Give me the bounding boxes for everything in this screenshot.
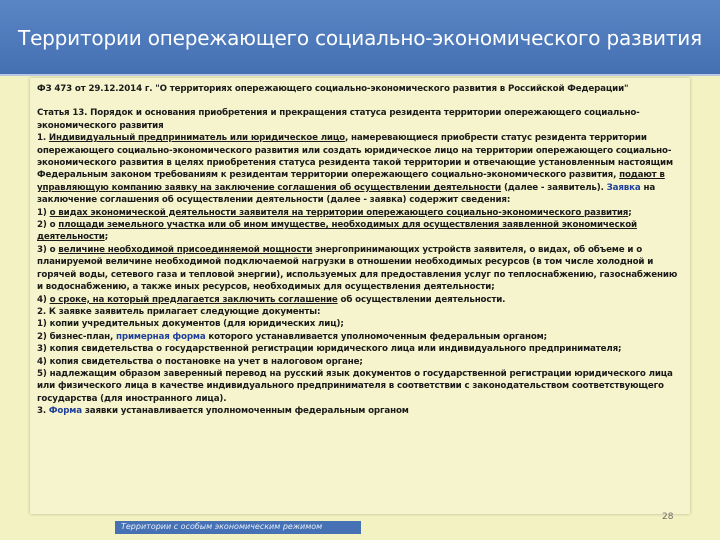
application-underlined: подают в управляющую компанию заявку на заключение соглашения об осуществлении деятельности — [37, 170, 665, 193]
article-title: Статья 13. Порядок и основания приобретения и прекращения статуса резидента территории опережающего социально-экономического развития — [37, 108, 640, 131]
item-4: 4) о сроке, на который предлагается заключить соглашение об осуществлении деятельности. — [37, 294, 506, 305]
title-bar — [0, 0, 720, 76]
document-4: 4) копия свидетельства о постановке на учет в налоговом органе; — [37, 356, 363, 367]
section-2-heading: 2. К заявке заявитель прилагает следующие документы: — [37, 306, 321, 317]
page-number: 28 — [662, 512, 674, 522]
paragraph-1: 1. Индивидуальный предприниматель или юридическое лицо, намеревающиеся приобрести статус резидента территории опережающего социально-экономического развития или создать юридическое лицо на территории опережающего социально-экономического развития в целях приобретения статуса резидента такой территории и отвечающие установленным настоящим Федеральным законом требованиям к резидентам территории опережающего социально-экономического развития, подают в управляющую компанию заявку на заключение соглашения об осуществлении деятельности (далее - заявитель). Заявка на заключение соглашения об осуществлении деятельности (далее - заявка) содержит сведения: — [37, 133, 673, 206]
form-highlight: Форма — [48, 406, 82, 417]
item-2: 2) о площади земельного участка или об ином имуществе, необходимых для осуществления заявленной экономической деятельности; — [37, 220, 637, 243]
subject-underlined: Индивидуальный предприниматель или юридическое лицо — [48, 133, 345, 144]
slide-title: Территории опережающего социально-экономического развития — [18, 26, 702, 50]
item-3: 3) о величине необходимой присоединяемой мощности энергопринимающих устройств заявителя, о видах, об объеме и о планируемой величине необходимой подключаемой нагрузки в отношении необходимых ресурсов (в том числе холодной и горячей воды, сетевого газа и тепловой энергии), используемых для предоставления услуг по теплоснабжению, газоснабжению и водоснабжению, а также иных ресурсов, необходимых для осуществления деятельности; — [37, 244, 678, 293]
footer-strip — [115, 521, 361, 534]
section-3: 3. Форма заявки устанавливается уполномоченным федеральным органом — [37, 406, 409, 417]
footer-text: Территории с особым экономическим режимом — [121, 522, 323, 531]
sample-form-highlight: примерная форма — [116, 331, 206, 342]
document-2: 2) бизнес-план, примерная форма которого устанавливается уполномоченным федеральным органом; — [37, 331, 547, 342]
document-5: 5) надлежащим образом заверенный перевод на русский язык документов о государственной регистрации юридического лица или физического лица в качестве индивидуального предпринимателя в соответствии с законодательством соответствующего государства (для иностранного лица). — [37, 368, 673, 404]
item-1: 1) о видах экономической деятельности заявителя на территории опережающего социально-экономического развития; — [37, 207, 632, 218]
law-intro: ФЗ 473 от 29.12.2014 г. "О территориях опережающего социально-экономического развития в Российской Федерации" — [37, 84, 629, 94]
document-1: 1) копии учредительных документов (для юридических лиц); — [37, 319, 344, 330]
document-3: 3) копия свидетельства о государственной регистрации юридического лица или индивидуального предпринимателя; — [37, 344, 622, 355]
zayavka-highlight: Заявка — [606, 182, 641, 193]
document-text — [37, 83, 683, 418]
